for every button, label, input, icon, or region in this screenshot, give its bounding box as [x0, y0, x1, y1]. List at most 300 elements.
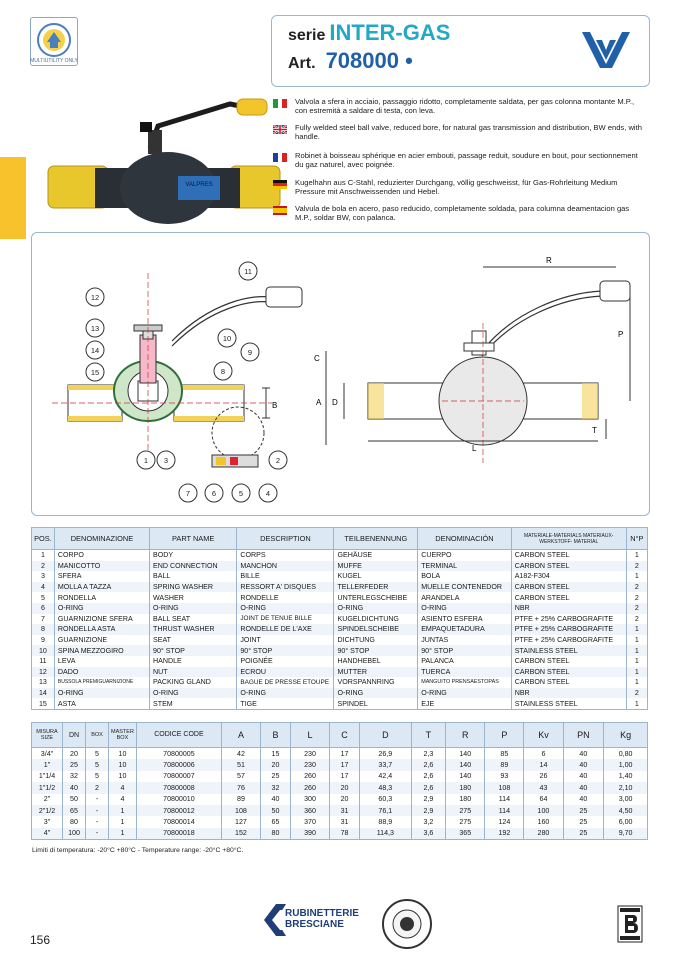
table-cell: SPRING WASHER — [150, 582, 237, 593]
table-cell: 360 — [290, 805, 329, 816]
table-cell: CARBON STEEL — [511, 592, 626, 603]
table-cell: 51 — [221, 759, 260, 770]
callout-9: 9 — [247, 348, 253, 357]
dim-label-l: L — [472, 444, 477, 453]
table-cell: KUGELDICHTUNG — [334, 614, 418, 625]
table-cell: 31 — [330, 805, 360, 816]
table-cell: 2,3 — [411, 748, 446, 760]
table-cell: 1 — [109, 816, 137, 827]
table-cell: 40 — [563, 759, 604, 770]
table-cell: 4,50 — [604, 805, 648, 816]
table-cell: 1 — [626, 645, 647, 656]
table-cell: MUELLE CONTENEDOR — [418, 582, 512, 593]
table-cell: 25 — [563, 816, 604, 827]
table-cell: 9,70 — [604, 828, 648, 840]
table-cell: 20 — [63, 748, 86, 760]
table-cell: MANICOTTO — [54, 561, 149, 572]
table-cell: 4 — [109, 782, 137, 793]
table-cell: 390 — [290, 828, 329, 840]
table-cell: BODY — [150, 550, 237, 561]
table-cell: TERMINAL — [418, 561, 512, 572]
table-cell: 25 — [261, 771, 291, 782]
table-cell: 2" — [32, 794, 63, 805]
table-cell: 70800007 — [136, 771, 221, 782]
table-cell: 40 — [63, 782, 86, 793]
table-cell: 2 — [626, 561, 647, 572]
table-cell: 2 — [626, 592, 647, 603]
table-cell: 90° STOP — [418, 645, 512, 656]
section-tab — [0, 157, 26, 239]
table-cell: 13 — [32, 677, 55, 688]
table-cell: RESSORT A' DISQUES — [237, 582, 334, 593]
table-cell: DADO — [54, 667, 149, 678]
table-cell: 90° STOP — [237, 645, 334, 656]
table-cell: 114,3 — [360, 828, 412, 840]
table-cell: JOINT — [237, 635, 334, 646]
table-cell: HANDHEBEL — [334, 656, 418, 667]
table-cell: VORSPANNRING — [334, 677, 418, 688]
table-cell: 1 — [626, 677, 647, 688]
table-cell: 14 — [32, 688, 55, 699]
table-cell: 1 — [32, 550, 55, 561]
table-cell: 76 — [221, 782, 260, 793]
table-cell: 26,9 — [360, 748, 412, 760]
temperature-note: Limiti di temperatura: -20°C +80°C - Temperature range: -20°C +80°C. — [32, 847, 244, 854]
table-cell: 1 — [626, 698, 647, 709]
table-cell: MUFFE — [334, 561, 418, 572]
table-cell: 140 — [446, 771, 485, 782]
table-cell: 1 — [626, 550, 647, 561]
table-cell: MUTTER — [334, 667, 418, 678]
table-cell: 40 — [563, 794, 604, 805]
table-cell: 10 — [109, 771, 137, 782]
col-b: B — [261, 723, 291, 748]
table-cell: STAINLESS STEEL — [511, 698, 626, 709]
series-title — [288, 20, 450, 46]
table-cell: UNTERLEGSCHEIBE — [334, 592, 418, 603]
table-row — [32, 635, 648, 646]
col-master-box: MASTER BOX — [109, 723, 137, 748]
table-cell: SPINDELSCHEIBE — [334, 624, 418, 635]
product-photo — [40, 96, 285, 224]
table-cell: 260 — [290, 782, 329, 793]
col-material: MATERIALE-MATERIALS MATERIAUX-WERKSTOFF- MATERIAL — [511, 528, 626, 550]
description-text: Valvola a sfera in acciaio, passaggio ridotto, completamente saldata, per gas colonna montante M.P., con estremità a saldare di testa, con leva. — [295, 97, 635, 115]
callout-7: 7 — [185, 489, 191, 498]
table-cell: PTFE + 25% CARBOGRAFITE — [511, 624, 626, 635]
table-cell: - — [86, 816, 109, 827]
table-cell: 280 — [524, 828, 563, 840]
table-cell: - — [86, 794, 109, 805]
table-cell: PTFE + 25% CARBOGRAFITE — [511, 635, 626, 646]
dim-label-r: R — [546, 256, 552, 265]
table-cell: SFERA — [54, 571, 149, 582]
art-number — [326, 48, 413, 73]
table-cell: 2 — [626, 688, 647, 699]
col-code: CODICE CODE — [136, 723, 221, 748]
table-cell: PTFE + 25% CARBOGRAFITE — [511, 614, 626, 625]
table-row — [32, 592, 648, 603]
table-cell: 1,00 — [604, 759, 648, 770]
table-cell: 78 — [330, 828, 360, 840]
table-cell: 9 — [32, 635, 55, 646]
table-cell: 108 — [485, 782, 524, 793]
table-cell: 20 — [330, 782, 360, 793]
table-cell: SEAT — [150, 635, 237, 646]
callout-5: 5 — [238, 489, 244, 498]
table-cell: 127 — [221, 816, 260, 827]
table-cell: BILLE — [237, 571, 334, 582]
table-row — [32, 688, 648, 699]
table-cell: 1,40 — [604, 771, 648, 782]
table-cell: O-RING — [150, 603, 237, 614]
callout-15: 15 — [90, 368, 100, 377]
photo-label: VALPRES — [185, 182, 213, 188]
table-cell: JUNTAS — [418, 635, 512, 646]
col-p: P — [485, 723, 524, 748]
table-cell: NBR — [511, 603, 626, 614]
table-cell: 42 — [221, 748, 260, 760]
table-cell: 2,6 — [411, 759, 446, 770]
col-denominacion: DENOMINACIÓN — [418, 528, 512, 550]
table-cell: 1 — [626, 624, 647, 635]
callout-4: 4 — [265, 489, 271, 498]
table-cell: GEHÄUSE — [334, 550, 418, 561]
table-row — [32, 561, 648, 572]
col-l: L — [290, 723, 329, 748]
table-cell: 40 — [563, 771, 604, 782]
table-cell: CUERPO — [418, 550, 512, 561]
table-cell: 1"1/4 — [32, 771, 63, 782]
brand-line-1: RUBINETTERIE — [285, 908, 359, 919]
page-number: 156 — [30, 933, 51, 947]
table-cell: 70800005 — [136, 748, 221, 760]
table-row — [32, 656, 648, 667]
table-cell: O-RING — [418, 688, 512, 699]
technical-drawing — [31, 232, 650, 516]
table-cell: 5 — [32, 592, 55, 603]
table-cell: ASTA — [54, 698, 149, 709]
table-cell: KUGEL — [334, 571, 418, 582]
table-cell: 25 — [63, 759, 86, 770]
table-cell: 1 — [109, 805, 137, 816]
table-row — [32, 794, 648, 805]
table-cell: 1 — [626, 635, 647, 646]
table-row — [32, 828, 648, 840]
table-cell: RONDELLE — [237, 592, 334, 603]
table-cell: SPINA MEZZOGIRO — [54, 645, 149, 656]
flag-france-icon — [273, 153, 287, 162]
table-cell: O-RING — [237, 603, 334, 614]
table-cell: 5 — [86, 748, 109, 760]
table-cell: 1 — [626, 656, 647, 667]
parts-table — [31, 527, 648, 710]
table-row — [32, 816, 648, 827]
table-cell: 89 — [485, 759, 524, 770]
table-cell: 20 — [261, 759, 291, 770]
flag-uk-icon — [273, 125, 287, 134]
description-text: Fully welded steel ball valve, reduced bore, for natural gas transmission and distribution, BW ends, with handle. — [295, 123, 642, 141]
table-cell: WASHER — [150, 592, 237, 603]
table-row — [32, 571, 648, 582]
table-cell: 6,00 — [604, 816, 648, 827]
table-cell: CARBON STEEL — [511, 550, 626, 561]
col-t: T — [411, 723, 446, 748]
table-cell: 300 — [290, 794, 329, 805]
table-cell: 50 — [63, 794, 86, 805]
brand-line-2: BRESCIANE — [285, 919, 344, 930]
col-pos: POS. — [32, 528, 55, 550]
table-cell: 31 — [330, 816, 360, 827]
table-cell: PACKING GLAND — [150, 677, 237, 688]
table-cell: JOINT DE TENUE BILLE — [237, 614, 334, 625]
table-cell: 70800014 — [136, 816, 221, 827]
table-cell: 7 — [32, 614, 55, 625]
table-cell: 4 — [32, 582, 55, 593]
table-cell: SPINDEL — [334, 698, 418, 709]
table-cell: O-RING — [237, 688, 334, 699]
col-dn: DN — [63, 723, 86, 748]
callout-2: 2 — [275, 456, 281, 465]
table-cell: 2 — [626, 614, 647, 625]
table-cell: 0,80 — [604, 748, 648, 760]
table-row — [32, 759, 648, 770]
table-cell: O-RING — [150, 688, 237, 699]
table-cell: 192 — [485, 828, 524, 840]
table-cell: GUARNIZIONE — [54, 635, 149, 646]
series-name: INTER-GAS — [329, 20, 451, 45]
table-cell: 6 — [32, 603, 55, 614]
table-cell: 2 — [32, 561, 55, 572]
table-cell: CORPS — [237, 550, 334, 561]
description-en — [295, 124, 645, 142]
dim-label-b: B — [272, 401, 278, 410]
table-row — [32, 771, 648, 782]
table-cell: 4" — [32, 828, 63, 840]
table-cell: 40 — [563, 748, 604, 760]
table-cell: 275 — [446, 816, 485, 827]
callout-12: 12 — [90, 293, 100, 302]
table-cell: NUT — [150, 667, 237, 678]
table-cell: 20 — [330, 794, 360, 805]
iso-certification-seal — [381, 898, 433, 950]
table-row — [32, 550, 648, 561]
table-cell: STEM — [150, 698, 237, 709]
table-cell: CARBON STEEL — [511, 667, 626, 678]
table-cell: 3" — [32, 816, 63, 827]
table-cell: 230 — [290, 759, 329, 770]
table-cell: 90° STOP — [334, 645, 418, 656]
table-cell: MANCHON — [237, 561, 334, 572]
table-cell: 17 — [330, 771, 360, 782]
table-cell: 1 — [626, 571, 647, 582]
table-cell: 90° STOP — [150, 645, 237, 656]
table-cell: ASIENTO ESFERA — [418, 614, 512, 625]
table-cell: BUSSOLA PREMIGUARNIZIONE — [54, 677, 149, 688]
dimensions-table — [31, 722, 648, 840]
dim-label-d: D — [332, 398, 338, 407]
table-cell: O-RING — [54, 688, 149, 699]
table-cell: 43 — [524, 782, 563, 793]
table-cell: EMPAQUETADURA — [418, 624, 512, 635]
description-it — [295, 98, 645, 116]
table-cell: 260 — [290, 771, 329, 782]
table-cell: END CONNECTION — [150, 561, 237, 572]
col-teilbenennung: TEILBENENNUNG — [334, 528, 418, 550]
table-cell: 1 — [109, 828, 137, 840]
table-cell: 48,3 — [360, 782, 412, 793]
table-cell: 5 — [86, 759, 109, 770]
brand-v-logo — [580, 26, 632, 72]
description-text: Robinet à boisseau sphérique en acier embouti, passage reduit, soudure en bout, pour sectionnement du gaz naturel, avec poignée. — [295, 151, 638, 169]
table-cell: 88,9 — [360, 816, 412, 827]
table-cell: MANGUITO PRENSAESTOPAS — [418, 677, 512, 688]
table-cell: RONDELLA ASTA — [54, 624, 149, 635]
col-denominazione: DENOMINAZIONE — [54, 528, 149, 550]
dim-label-a: A — [316, 398, 322, 407]
table-row — [32, 582, 648, 593]
table-cell: 40 — [261, 794, 291, 805]
table-cell: 370 — [290, 816, 329, 827]
table-cell: 10 — [109, 759, 137, 770]
table-row — [32, 667, 648, 678]
flag-germany-icon — [273, 180, 287, 189]
table-cell: NBR — [511, 688, 626, 699]
description-text: Kugelhahn aus C-Stahl, reduzierter Durchgang, völlig geschweisst, für Gas-Rohrleitung Medium Pressure mit Anschweissenden und Hebel. — [295, 178, 618, 196]
callout-1: 1 — [143, 456, 149, 465]
table-cell: THRUST WASHER — [150, 624, 237, 635]
table-cell: 64 — [524, 794, 563, 805]
table-cell: 124 — [485, 816, 524, 827]
art-label: Art. — [288, 55, 316, 72]
col-a: A — [221, 723, 260, 748]
table-cell: 2,6 — [411, 782, 446, 793]
table-cell: 14 — [524, 759, 563, 770]
table-cell: 76,1 — [360, 805, 412, 816]
table-cell: 60,3 — [360, 794, 412, 805]
table-cell: O-RING — [418, 603, 512, 614]
parts-table-header — [32, 528, 648, 550]
table-row — [32, 805, 648, 816]
table-cell: POIGNÉE — [237, 656, 334, 667]
table-cell: 70800006 — [136, 759, 221, 770]
table-cell: LEVA — [54, 656, 149, 667]
col-kg: Kg — [604, 723, 648, 748]
logo-caption: MULTIUTILITY ONLY — [30, 58, 78, 64]
table-cell: BALL — [150, 571, 237, 582]
table-cell: 5 — [86, 771, 109, 782]
table-cell: CARBON STEEL — [511, 582, 626, 593]
description-de — [295, 179, 645, 197]
table-cell: 89 — [221, 794, 260, 805]
table-cell: 3,2 — [411, 816, 446, 827]
art-number-value: 708000 — [325, 48, 399, 73]
table-cell: CORPO — [54, 550, 149, 561]
table-cell: 32 — [63, 771, 86, 782]
table-cell: MOLLA A TAZZA — [54, 582, 149, 593]
callout-6: 6 — [211, 489, 217, 498]
callout-8: 8 — [220, 367, 226, 376]
table-cell: 26 — [524, 771, 563, 782]
table-cell: RONDELLE DE L'AXE — [237, 624, 334, 635]
table-cell: 2,6 — [411, 771, 446, 782]
callout-10: 10 — [222, 334, 232, 343]
table-row — [32, 603, 648, 614]
table-row — [32, 782, 648, 793]
table-cell: ECROU — [237, 667, 334, 678]
table-cell: TELLERFEDER — [334, 582, 418, 593]
table-row — [32, 698, 648, 709]
table-cell: 6 — [524, 748, 563, 760]
table-cell: BOLA — [418, 571, 512, 582]
col-size: MISURA SIZE — [32, 723, 63, 748]
table-cell: O-RING — [334, 603, 418, 614]
table-cell: 12 — [32, 667, 55, 678]
table-cell: 2"1/2 — [32, 805, 63, 816]
table-row — [32, 614, 648, 625]
art-suffix: • — [405, 48, 413, 73]
table-cell: 1"1/2 — [32, 782, 63, 793]
table-cell: 93 — [485, 771, 524, 782]
dim-label-p: P — [618, 330, 624, 339]
col-description: DESCRIPTION — [237, 528, 334, 550]
table-cell: 114 — [485, 805, 524, 816]
table-cell: 15 — [261, 748, 291, 760]
table-cell: 17 — [330, 748, 360, 760]
table-cell: 365 — [446, 828, 485, 840]
table-cell: 25 — [563, 805, 604, 816]
table-cell: CARBON STEEL — [511, 561, 626, 572]
table-cell: 10 — [32, 645, 55, 656]
col-np: N°P — [626, 528, 647, 550]
table-row — [32, 748, 648, 760]
table-cell: 11 — [32, 656, 55, 667]
table-row — [32, 677, 648, 688]
dimensions-table-header — [32, 723, 648, 748]
table-cell: 80 — [261, 828, 291, 840]
table-cell: 230 — [290, 748, 329, 760]
description-text: Valvula de bola en acero, paso reducido, completamente soldada, para columna deamentacion gas M.P., soldar BW, con palanca. — [295, 204, 630, 222]
callout-13: 13 — [90, 324, 100, 333]
table-cell: 160 — [524, 816, 563, 827]
table-cell: 1" — [32, 759, 63, 770]
table-cell: PALANCA — [418, 656, 512, 667]
table-cell: O-RING — [334, 688, 418, 699]
flag-italy-icon — [273, 99, 287, 108]
table-cell: 70800008 — [136, 782, 221, 793]
table-cell: TIGE — [237, 698, 334, 709]
table-cell: 17 — [330, 759, 360, 770]
description-fr — [295, 152, 645, 170]
table-cell: 140 — [446, 759, 485, 770]
table-cell: 2 — [86, 782, 109, 793]
footer-brand — [285, 908, 359, 930]
table-cell: 70800010 — [136, 794, 221, 805]
table-cell: 1 — [626, 667, 647, 678]
table-cell: CARBON STEEL — [511, 677, 626, 688]
table-cell: 10 — [109, 748, 137, 760]
description-es — [295, 205, 645, 223]
table-cell: 25 — [563, 828, 604, 840]
table-row — [32, 624, 648, 635]
dim-label-c: C — [314, 354, 320, 363]
table-cell: 65 — [261, 816, 291, 827]
table-cell: 40 — [563, 782, 604, 793]
table-cell: 8 — [32, 624, 55, 635]
table-cell: 3 — [32, 571, 55, 582]
table-cell: STAINLESS STEEL — [511, 645, 626, 656]
table-cell: O-RING — [54, 603, 149, 614]
